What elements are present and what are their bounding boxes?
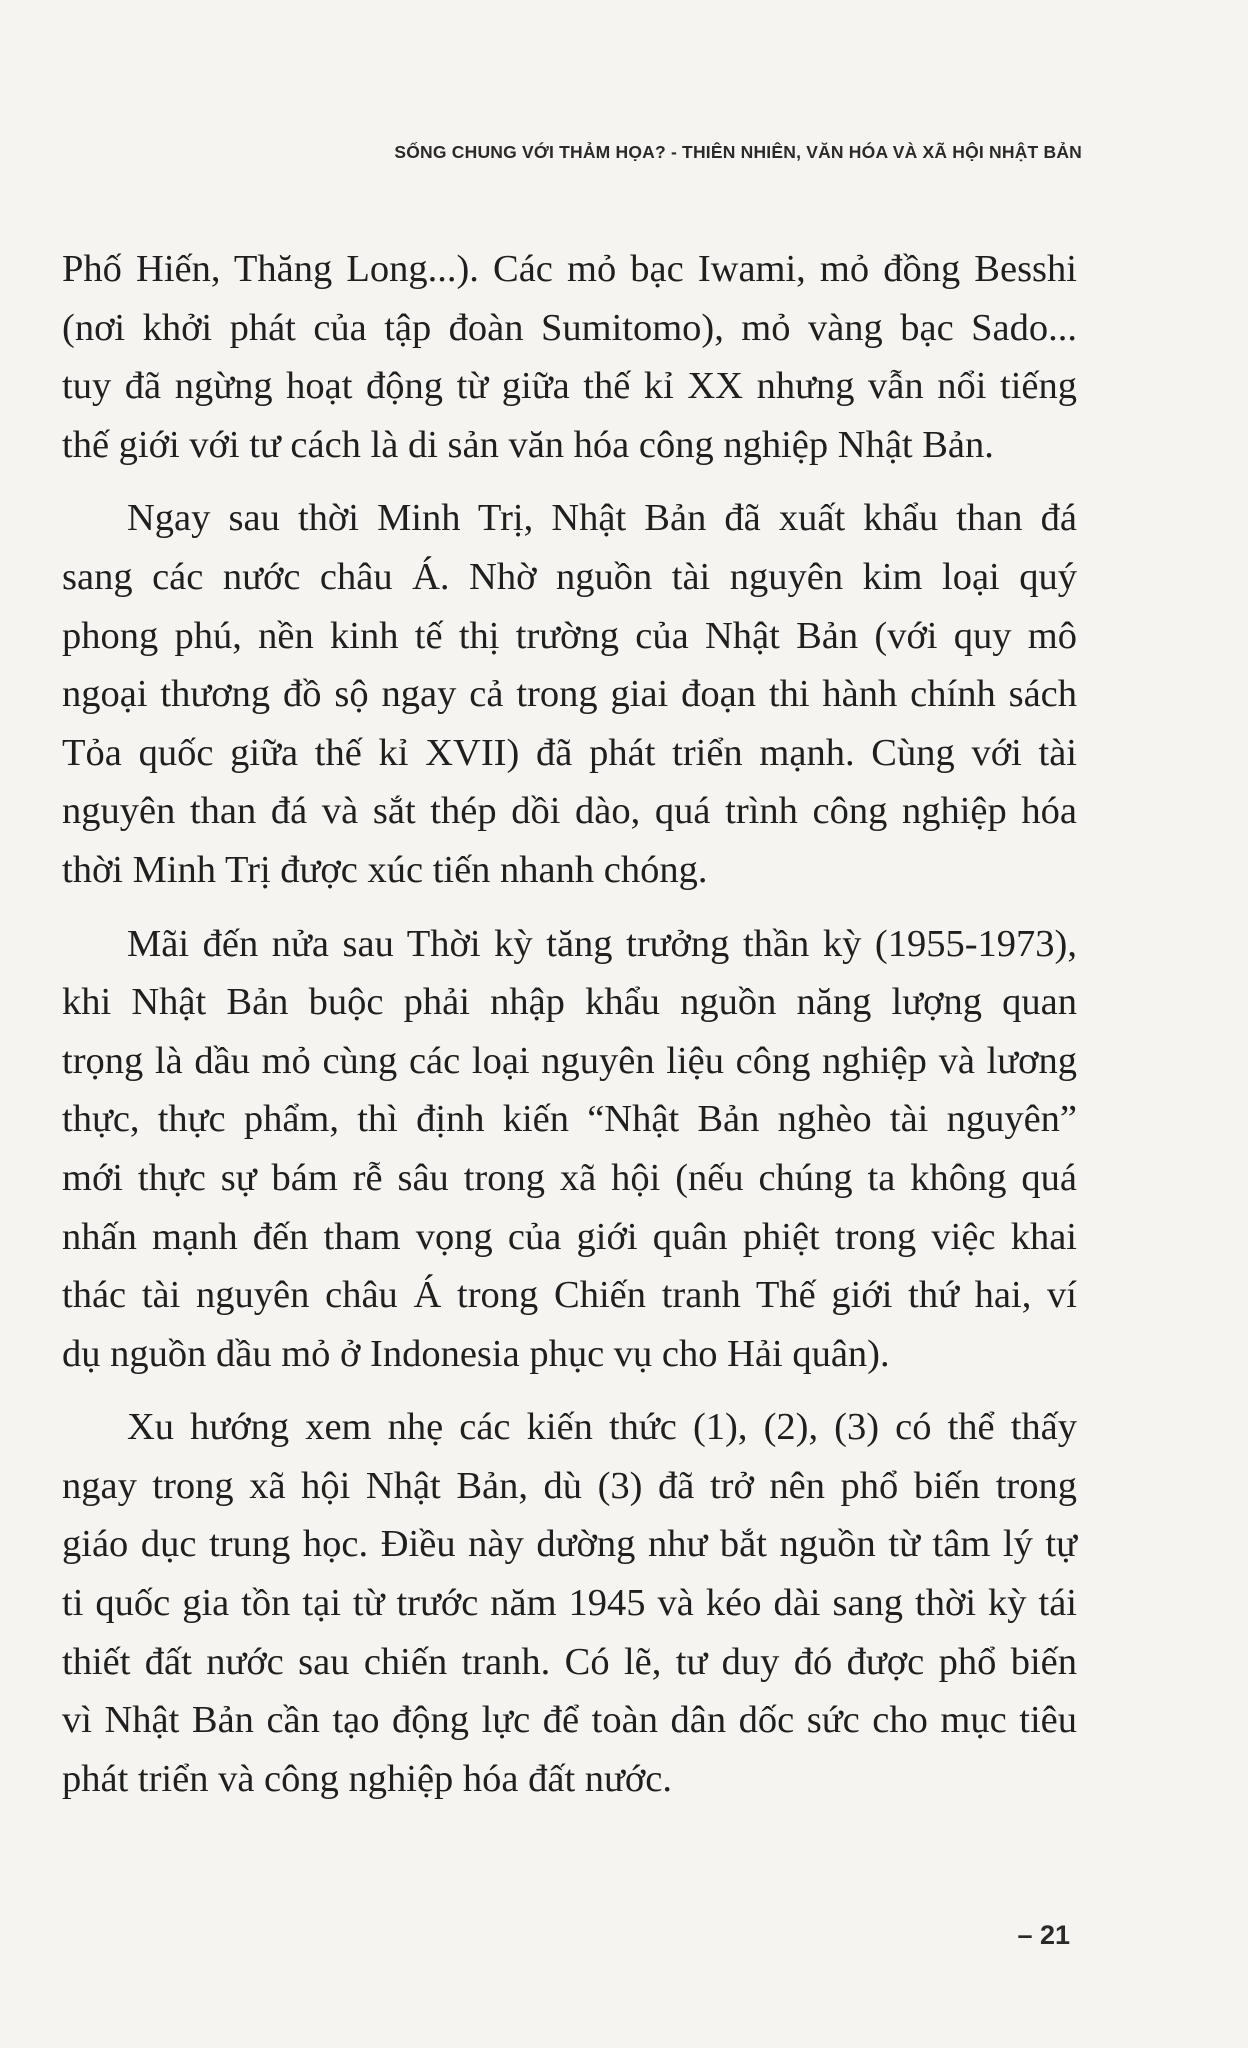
- text-line: thiết đất nước sau chiến tranh. Có lẽ, tư duy đó được phổ biến: [62, 1640, 1077, 1683]
- paragraph-2: [62, 489, 1077, 899]
- paragraph-1: [62, 240, 1077, 474]
- text-line: thế giới với tư cách là di sản văn hóa công nghiệp Nhật Bản.: [62, 423, 994, 466]
- text-line: sang các nước châu Á. Nhờ nguồn tài nguyên kim loại quý: [62, 555, 1077, 598]
- text-line: trọng là dầu mỏ cùng các loại nguyên liệu công nghiệp và lương: [62, 1039, 1077, 1082]
- text-line: vì Nhật Bản cần tạo động lực để toàn dân dốc sức cho mục tiêu: [62, 1699, 1077, 1742]
- text-line: ti quốc gia tồn tại từ trước năm 1945 và kéo dài sang thời kỳ tái: [62, 1582, 1077, 1625]
- text-line: thực, thực phẩm, thì định kiến “Nhật Bản nghèo tài nguyên”: [62, 1098, 1077, 1141]
- text-line: khi Nhật Bản buộc phải nhập khẩu nguồn năng lượng quan: [62, 981, 1077, 1024]
- body-text: [62, 240, 1077, 1808]
- text-line: nhấn mạnh đến tham vọng của giới quân phiệt trong việc khai: [62, 1215, 1077, 1258]
- text-line: ngoại thương đồ sộ ngay cả trong giai đoạn thi hành chính sách: [62, 673, 1077, 716]
- text-line: dụ nguồn dầu mỏ ở Indonesia phục vụ cho Hải quân).: [62, 1332, 890, 1375]
- text-line: tuy đã ngừng hoạt động từ giữa thế kỉ XX nhưng vẫn nổi tiếng: [62, 365, 1077, 408]
- text-line: mới thực sự bám rễ sâu trong xã hội (nếu chúng ta không quá: [62, 1156, 1077, 1199]
- text-line: phát triển và công nghiệp hóa đất nước.: [62, 1757, 672, 1800]
- text-line: (nơi khởi phát của tập đoàn Sumitomo), mỏ vàng bạc Sado...: [62, 306, 1077, 349]
- text-line: Tỏa quốc giữa thế kỉ XVII) đã phát triển mạnh. Cùng với tài: [62, 731, 1077, 774]
- text-line: Xu hướng xem nhẹ các kiến thức (1), (2), (3) có thể thấy: [127, 1406, 1077, 1449]
- text-line: giáo dục trung học. Điều này dường như bắt nguồn từ tâm lý tự: [62, 1523, 1077, 1566]
- paragraph-3: [62, 915, 1077, 1384]
- paragraph-spacer: [62, 900, 1077, 915]
- text-line: Ngay sau thời Minh Trị, Nhật Bản đã xuất khẩu than đá: [127, 497, 1077, 540]
- text-line: ngay trong xã hội Nhật Bản, dù (3) đã trở nên phổ biến trong: [62, 1464, 1077, 1507]
- running-header: SỐNG CHUNG VỚI THẢM HỌA? - THIÊN NHIÊN, VĂN HÓA VÀ XÃ HỘI NHẬT BẢN: [394, 142, 1082, 162]
- text-line: phong phú, nền kinh tế thị trường của Nhật Bản (với quy mô: [62, 614, 1077, 657]
- text-line: Mãi đến nửa sau Thời kỳ tăng trưởng thần kỳ (1955-1973),: [127, 922, 1077, 965]
- paragraph-4: [62, 1398, 1077, 1808]
- paragraph-spacer: [62, 474, 1077, 489]
- text-line: thời Minh Trị được xúc tiến nhanh chóng.: [62, 848, 708, 891]
- text-line: Phố Hiến, Thăng Long...). Các mỏ bạc Iwami, mỏ đồng Besshi: [62, 248, 1077, 290]
- text-line: nguyên than đá và sắt thép dồi dào, quá trình công nghiệp hóa: [62, 790, 1077, 833]
- paragraph-spacer: [62, 1383, 1077, 1398]
- page-number: – 21: [1017, 1920, 1070, 1950]
- text-line: thác tài nguyên châu Á trong Chiến tranh Thế giới thứ hai, ví: [62, 1274, 1077, 1317]
